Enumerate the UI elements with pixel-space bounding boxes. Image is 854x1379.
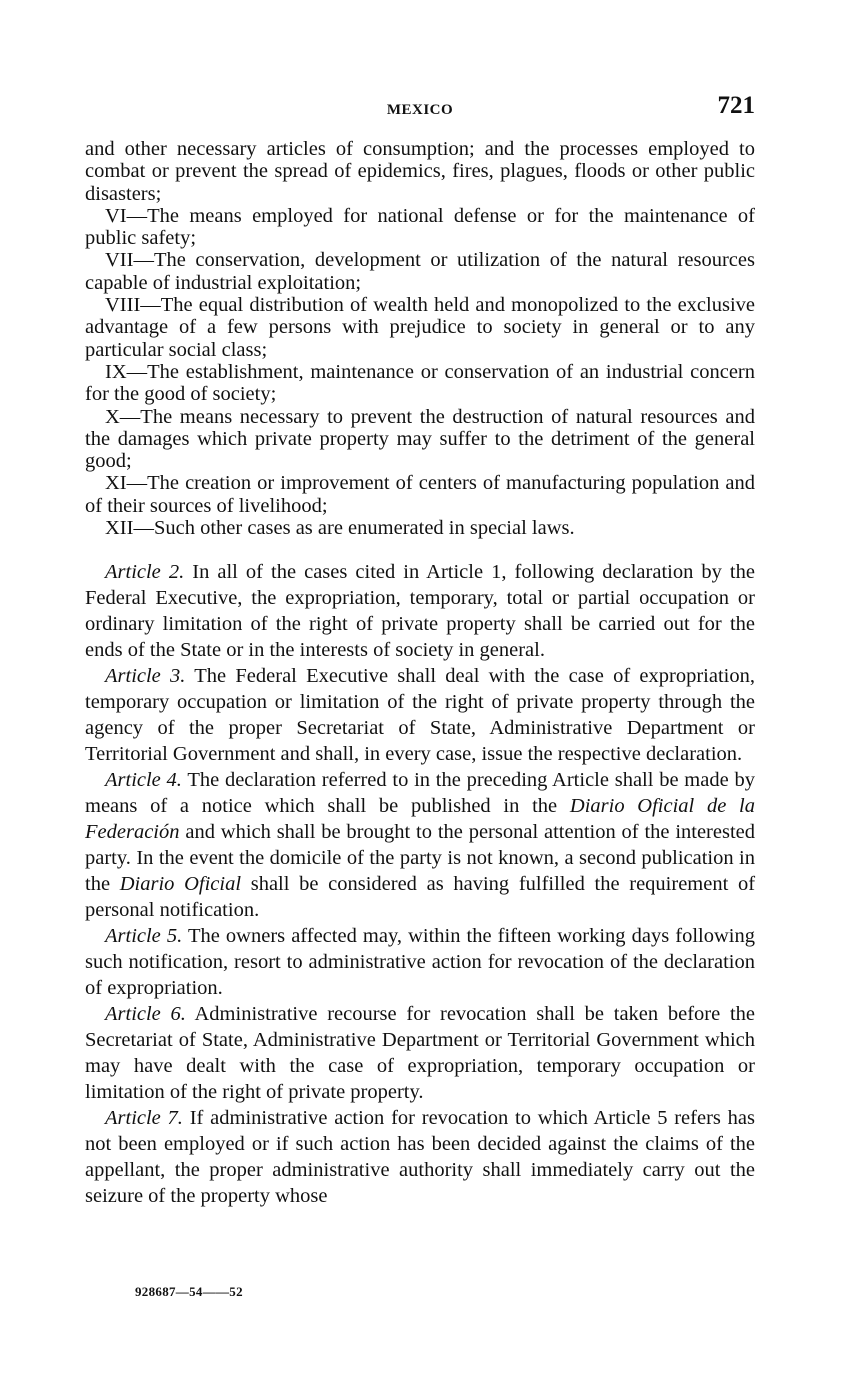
articles-section [85,559,755,1209]
article-3 [85,663,755,767]
running-head [85,92,755,128]
list-item: VII—The conservation, development or utilization of the natural resources capable of industrial exploitation; [85,249,755,294]
article-text: In all of the cases cited in Article 1, following declaration by the Federal Executive, the expropriation, temporary, total or partial occupation or ordinary limitation of the right of private property shall be carried out for the ends of the State or in the interests of society in general. [85,561,755,662]
article-label: Article 2. [105,561,185,584]
article-label: Article 6. [105,1003,186,1026]
list-item: XII—Such other cases as are enumerated in special laws. [105,517,575,540]
article-4 [85,767,755,923]
publication-title: Diario Oficial de la Federación [85,795,756,844]
article-text: Administrative recourse for revocation shall be taken before the Secretariat of State, Administrative Department or Territorial Government which may have dealt with the case of expropriation, temporary occupation or limitation of the right of private property. [85,1003,755,1104]
article-5 [85,923,755,1001]
enumerated-cases-list [85,138,755,539]
article-text: If administrative action for revocation to which Article 5 refers has not been employed or if such action has been decided against the claims of the appellant, the proper administrative authority shall immediately carry out the seizure of the property whose [85,1107,755,1208]
page-number: 721 [717,92,755,119]
article-6 [85,1001,755,1105]
printer-signature: 928687—54——52 [135,1284,243,1299]
article-text: shall be considered as having fulfilled the requirement of personal notification. [85,873,756,922]
list-item: XI—The creation or improvement of centers of manufacturing population and of their sources of livelihood; [85,472,755,517]
publication-title: Diario Oficial [119,873,242,896]
article-label: Article 5. [105,925,183,948]
list-item: X—The means necessary to prevent the destruction of natural resources and the damages which private property may suffer to the detriment of the general good; [85,405,755,473]
article-text: The Federal Executive shall deal with the case of expropriation, temporary occupation or limitation of the right of private property through the agency of the proper Secretariat of State, Administrative Department or Territorial Government and shall, in every case, issue the respective declaration. [85,665,755,766]
running-title: MEXICO [386,102,454,118]
list-item-continuation: and other necessary articles of consumption; and the processes employed to combat or prevent the spread of epidemics, fires, plagues, floods or other public disasters; [85,138,755,205]
article-label: Article 3. [105,665,186,688]
article-text: The owners affected may, within the fifteen working days following such notification, resort to administrative action for revocation of the declaration of expropriation. [85,925,755,1000]
list-item: IX—The establishment, maintenance or conservation of an industrial concern for the good of society; [85,360,755,406]
article-label: Article 7. [105,1107,183,1130]
list-item: VI—The means employed for national defense or for the maintenance of public safety; [85,204,755,250]
document-page [85,92,755,1209]
article-text: and which shall be brought to the personal attention of the interested party. In the event the domicile of the party is not known, a second publication in the [85,821,756,896]
article-7 [85,1105,755,1209]
article-2 [85,559,755,663]
article-label: Article 4. [105,769,182,792]
list-item: VIII—The equal distribution of wealth held and monopolized to the exclusive advantage of a few persons with prejudice to society in general or to any particular social class; [85,294,755,361]
article-text: The declaration referred to in the preceding Article shall be made by means of a notice which shall be published in the [85,769,755,818]
